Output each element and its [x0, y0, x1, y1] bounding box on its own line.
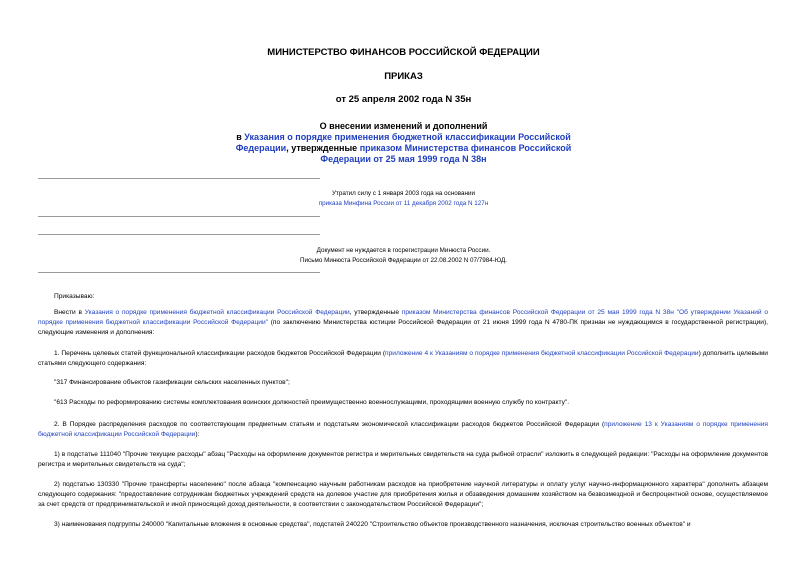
- link-appendix-13[interactable]: приложение 13 к Указаниям о порядке применения бюджетной классификации Российской Федерации: [38, 421, 768, 438]
- doc-type-heading: ПРИКАЗ: [384, 71, 423, 82]
- intro-text-c: (по заключению Министерства юстиции Российской Федерации от 21 июня 1999 года N 4780-ПК признан не нуждающимся в государственной регистрации), следующие изменения и дополнения:: [38, 319, 769, 336]
- p2-text-a: 2. В Порядке распределения расходов по соответствующим предметным статьям и подстатьям экономической классификации расходов бюджетов Российской Федерации (: [54, 421, 605, 428]
- link-instructions[interactable]: Указания о порядке применения бюджетной классификации Российской Федерации: [235, 132, 571, 153]
- registration-line-1: Документ не нуждается в госрегистрации Минюста России.: [316, 247, 491, 254]
- registration-note: [200, 246, 607, 266]
- intro-text-b: , утвержденные: [349, 309, 402, 316]
- divider: [38, 272, 320, 273]
- divider: [38, 216, 320, 217]
- title-body: [200, 132, 607, 165]
- ministry-heading: МИНИСТЕРСТВО ФИНАНСОВ РОССИЙСКОЙ ФЕДЕРАЦИИ: [267, 47, 540, 58]
- paragraph-2-2: 2) подстатью 130330 "Прочие трансферты населению" после абзаца "компенсацию научным работникам расходов на приобретение научной литературы и оплату услуг научно-информационного характера" дополнить абзацем следующего содержания: "предоставление сотрудникам бюджетных учреждений средств на долевое участие для приобретения жилья и обзаведения домашним хозяйством на безвозмездной и беспроцентной основе, осуществляемое за счет средств от предпринимательской и иной приносящей доход деятельности, в соответствии с законодательством Российской Федерации";: [38, 481, 768, 508]
- registration-line-2: Письмо Минюста Российской Федерации от 22.08.2002 N 07/7984-ЮД.: [300, 257, 507, 264]
- title-mid: , утвержденные: [286, 143, 360, 153]
- link-order-127n[interactable]: приказа Минфина России от 11 декабря 2002 года N 127н: [318, 200, 489, 207]
- document-title: [200, 121, 607, 165]
- paragraph-2-1: 1) в подстатье 111040 "Прочие текущие расходы" абзац "Расходы на оформление документов регистра и мерительных свидетельств на суда рыбной отрасли" изложить в следующей редакции: "Расходы на оформление документов регистра и мерительных свидетельств на суда";: [38, 451, 768, 468]
- link-instructions-body[interactable]: Указания о порядке применения бюджетной классификации Российской Федерации: [84, 309, 350, 316]
- p1-text-a: 1. Перечень целевых статей функциональной классификации расходов бюджетов Российской Федерации (: [54, 350, 386, 357]
- intro-text-a: Внести в: [54, 309, 85, 316]
- title-line: О внесении изменений и дополнений: [319, 121, 488, 131]
- paragraph-2: [38, 420, 768, 440]
- status-line: Утратил силу с 1 января 2003 года на основании: [331, 190, 476, 197]
- paragraph-order: Приказываю:: [54, 293, 95, 300]
- link-appendix-4[interactable]: приложение 4 к Указаниям о порядке применения бюджетной классификации Российской Федерации: [385, 350, 699, 357]
- p1-text-b: ) дополнить целевыми статьями следующего содержания:: [38, 350, 768, 367]
- status-note: [200, 189, 607, 209]
- divider: [38, 234, 320, 235]
- paragraph-2-3: 3) наименования подгруппы 240000 "Капитальные вложения в основные средства", подстатей 240220 "Строительство объектов производственного назначения, исключая строительство военных объектов" и: [54, 521, 691, 528]
- p2-text-b: ):: [195, 431, 200, 438]
- title-prefix: в: [236, 132, 245, 142]
- link-order-38n[interactable]: приказом Министерства финансов Российской Федерации от 25 мая 1999 года N 38н: [320, 143, 572, 164]
- paragraph-613: "613 Расходы по реформированию системы комплектования воинских должностей преимущественно военнослужащими, проходящими военную службу по контракту".: [54, 399, 570, 406]
- divider: [38, 178, 320, 179]
- paragraph-317: "317 Финансирование объектов газификации сельских населенных пунктов";: [54, 379, 290, 386]
- paragraph-1: [38, 349, 768, 369]
- link-order-38n-body[interactable]: приказом Министерства финансов Российской Федерации от 25 мая 1999 года N 38н "Об утверждении Указаний о порядке применения бюджетной классификации Российской Федерации": [38, 309, 769, 326]
- paragraph-intro: [38, 308, 768, 338]
- doc-date-heading: от 25 апреля 2002 года N 35н: [335, 94, 472, 105]
